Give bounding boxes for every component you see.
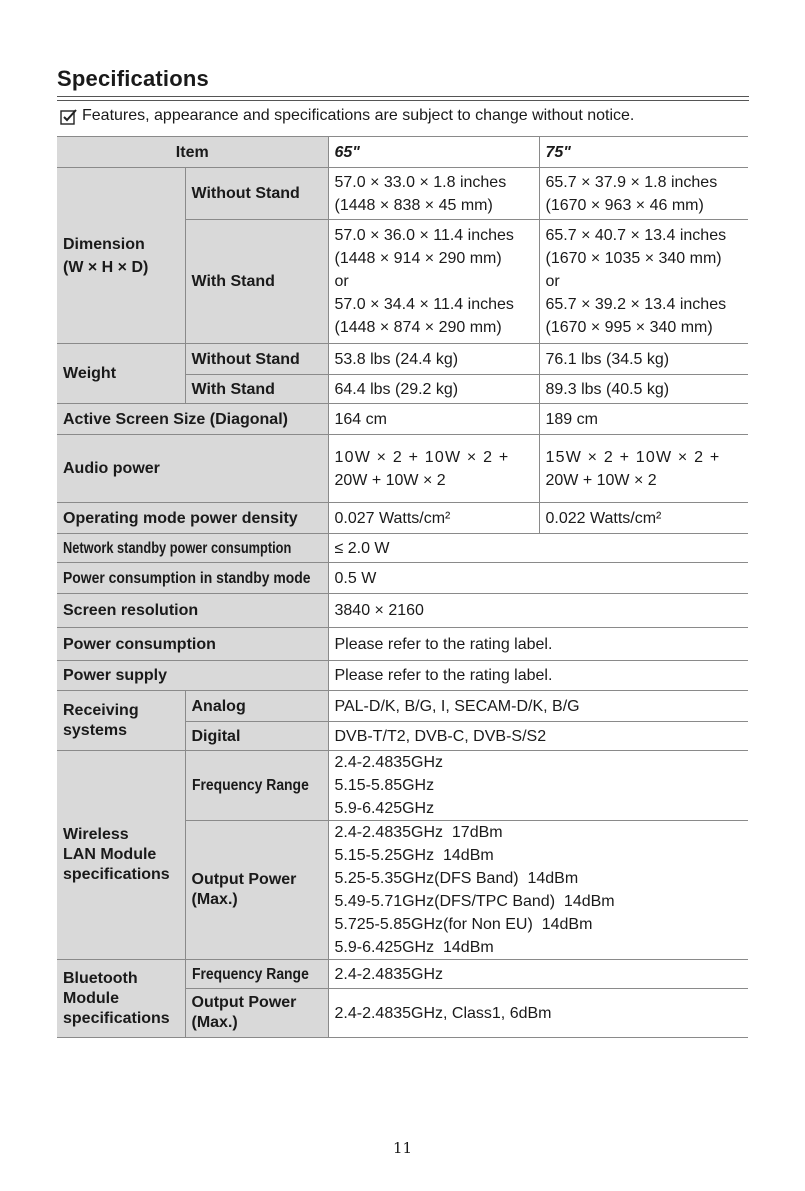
label-line: Wireless bbox=[63, 826, 129, 843]
table-row bbox=[57, 168, 748, 220]
title-rule-thin bbox=[57, 100, 749, 101]
value-line: 10W × 2 + 10W × 2 + bbox=[334, 448, 510, 466]
power-density-75: 0.022 Watts/cm² bbox=[539, 503, 748, 534]
power-density-label: Operating mode power density bbox=[57, 503, 328, 534]
weight-with-stand-label: With Stand bbox=[185, 375, 328, 404]
power-consumption-value: Please refer to the rating label. bbox=[328, 628, 748, 661]
bluetooth-frequency-label bbox=[185, 960, 328, 989]
wlan-frequency-label-text: Frequency Range bbox=[191, 777, 309, 794]
dimension-with-stand-label: With Stand bbox=[185, 220, 328, 344]
table-row bbox=[57, 594, 748, 628]
screen-size-75: 189 cm bbox=[539, 404, 748, 435]
receiving-analog-label: Analog bbox=[185, 691, 328, 722]
value-line: 57.0 × 33.0 × 1.8 inches bbox=[334, 173, 507, 191]
weight-without-stand-label: Without Stand bbox=[185, 344, 328, 375]
bluetooth-frequency-label-text: Frequency Range bbox=[191, 965, 309, 983]
bluetooth-output-label bbox=[185, 989, 328, 1038]
value-line: 5.9-6.425GHz bbox=[334, 800, 435, 817]
value-line: 20W + 10W × 2 bbox=[334, 471, 446, 489]
table-row bbox=[57, 751, 748, 821]
weight-with-stand-75: 89.3 lbs (40.5 kg) bbox=[539, 375, 748, 404]
weight-label: Weight bbox=[57, 344, 185, 404]
standby-label bbox=[57, 563, 328, 594]
value-line: 5.25-5.35GHz(DFS Band) 14dBm bbox=[334, 870, 579, 887]
dimension-with-stand-75 bbox=[539, 220, 748, 344]
power-density-65: 0.027 Watts/cm² bbox=[328, 503, 539, 534]
table-row bbox=[57, 960, 748, 989]
resolution-label: Screen resolution bbox=[57, 594, 328, 628]
wlan-frequency-label bbox=[185, 751, 328, 821]
value-line: 5.9-6.425GHz 14dBm bbox=[334, 939, 494, 956]
value-line: (1670 × 995 × 340 mm) bbox=[545, 319, 713, 336]
receiving-analog-value: PAL-D/K, B/G, I, SECAM-D/K, B/G bbox=[328, 691, 748, 722]
page-number: 11 bbox=[392, 1139, 413, 1157]
bluetooth-output-value: 2.4-2.4835GHz, Class1, 6dBm bbox=[328, 989, 748, 1038]
value-line: 5.49-5.71GHz(DFS/TPC Band) 14dBm bbox=[334, 893, 615, 910]
value-line: (1448 × 874 × 290 mm) bbox=[334, 319, 502, 336]
value-line: (1670 × 1035 × 340 mm) bbox=[545, 250, 722, 267]
label-line: systems bbox=[63, 721, 128, 739]
power-supply-label: Power supply bbox=[57, 661, 328, 691]
label-line: Output Power bbox=[191, 871, 297, 888]
header-item: Item bbox=[57, 137, 328, 168]
label-line: Module bbox=[63, 989, 119, 1007]
label-line: (Max.) bbox=[191, 891, 238, 908]
value-line: 65.7 × 37.9 × 1.8 inches bbox=[545, 173, 718, 191]
value-line: 5.15-5.25GHz 14dBm bbox=[334, 847, 494, 864]
table-row bbox=[57, 534, 748, 563]
notice bbox=[60, 107, 634, 125]
bluetooth-label bbox=[57, 960, 185, 1038]
value-line: (1448 × 838 × 45 mm) bbox=[334, 196, 493, 214]
label-line: Bluetooth bbox=[63, 969, 138, 987]
header-model-65: 65" bbox=[328, 137, 539, 168]
wlan-label bbox=[57, 751, 185, 960]
table-row bbox=[57, 404, 748, 435]
network-standby-label-text: Network standby power consumption bbox=[63, 539, 292, 557]
label-line: specifications bbox=[63, 1009, 170, 1027]
audio-65 bbox=[328, 435, 539, 503]
value-line: 57.0 × 36.0 × 11.4 inches bbox=[334, 227, 514, 244]
dimension-without-stand-75 bbox=[539, 168, 748, 220]
label-line: Output Power bbox=[191, 994, 297, 1011]
notice-text: Features, appearance and specifications are subject to change without notice. bbox=[82, 107, 635, 124]
value-line: 65.7 × 40.7 × 13.4 inches bbox=[545, 227, 727, 244]
network-standby-label bbox=[57, 534, 328, 563]
checked-note-icon bbox=[60, 108, 78, 125]
dimension-without-stand-label: Without Stand bbox=[185, 168, 328, 220]
wlan-output-value bbox=[328, 821, 748, 960]
table-row bbox=[57, 435, 748, 503]
table-row bbox=[57, 503, 748, 534]
receiving-digital-value: DVB-T/T2, DVB-C, DVB-S/S2 bbox=[328, 722, 748, 751]
dimension-label-sub: (W × H × D) bbox=[63, 258, 149, 276]
table-row bbox=[57, 628, 748, 661]
spec-table bbox=[57, 136, 748, 1038]
value-line: 2.4-2.4835GHz bbox=[334, 754, 444, 771]
value-line: (1670 × 963 × 46 mm) bbox=[545, 196, 704, 214]
standby-label-text: Power consumption in standby mode bbox=[63, 569, 311, 587]
label-line: (Max.) bbox=[191, 1014, 238, 1031]
power-consumption-label: Power consumption bbox=[57, 628, 328, 661]
table-row bbox=[57, 344, 748, 375]
value-line: 2.4-2.4835GHz 17dBm bbox=[334, 824, 503, 841]
label-line: LAN Module bbox=[63, 846, 157, 863]
value-line: (1448 × 914 × 290 mm) bbox=[334, 250, 502, 267]
dimension-label-line: Dimension bbox=[63, 235, 145, 253]
value-line: 65.7 × 39.2 × 13.4 inches bbox=[545, 296, 727, 313]
label-line: Receiving bbox=[63, 701, 139, 719]
resolution-value: 3840 × 2160 bbox=[328, 594, 748, 628]
label-line: specifications bbox=[63, 866, 170, 883]
value-line: or bbox=[545, 273, 560, 290]
screen-size-label: Active Screen Size (Diagonal) bbox=[57, 404, 328, 435]
dimension-label bbox=[57, 168, 185, 344]
table-row bbox=[57, 661, 748, 691]
value-line: 57.0 × 34.4 × 11.4 inches bbox=[334, 296, 514, 313]
screen-size-65: 164 cm bbox=[328, 404, 539, 435]
receiving-digital-label: Digital bbox=[185, 722, 328, 751]
value-line: 5.725-5.85GHz(for Non EU) 14dBm bbox=[334, 916, 593, 933]
header-model-75: 75" bbox=[539, 137, 748, 168]
receiving-label bbox=[57, 691, 185, 751]
title-rule-thick bbox=[57, 96, 749, 97]
network-standby-value: ≤ 2.0 W bbox=[328, 534, 748, 563]
value-line: 20W + 10W × 2 bbox=[545, 471, 657, 489]
table-row bbox=[57, 691, 748, 722]
value-line: 5.15-5.85GHz bbox=[334, 777, 435, 794]
power-supply-value: Please refer to the rating label. bbox=[328, 661, 748, 691]
value-line: 15W × 2 + 10W × 2 + bbox=[545, 448, 721, 466]
table-header-row bbox=[57, 137, 748, 168]
audio-label: Audio power bbox=[57, 435, 328, 503]
table-row bbox=[57, 563, 748, 594]
page-title: Specifications bbox=[57, 66, 209, 91]
bluetooth-frequency-value: 2.4-2.4835GHz bbox=[328, 960, 748, 989]
wlan-frequency-value bbox=[328, 751, 748, 821]
wlan-output-label bbox=[185, 821, 328, 960]
dimension-without-stand-65 bbox=[328, 168, 539, 220]
weight-without-stand-65: 53.8 lbs (24.4 kg) bbox=[328, 344, 539, 375]
weight-without-stand-75: 76.1 lbs (34.5 kg) bbox=[539, 344, 748, 375]
value-line: or bbox=[334, 273, 349, 290]
weight-with-stand-65: 64.4 lbs (29.2 kg) bbox=[328, 375, 539, 404]
standby-value: 0.5 W bbox=[328, 563, 748, 594]
audio-75 bbox=[539, 435, 748, 503]
dimension-with-stand-65 bbox=[328, 220, 539, 344]
